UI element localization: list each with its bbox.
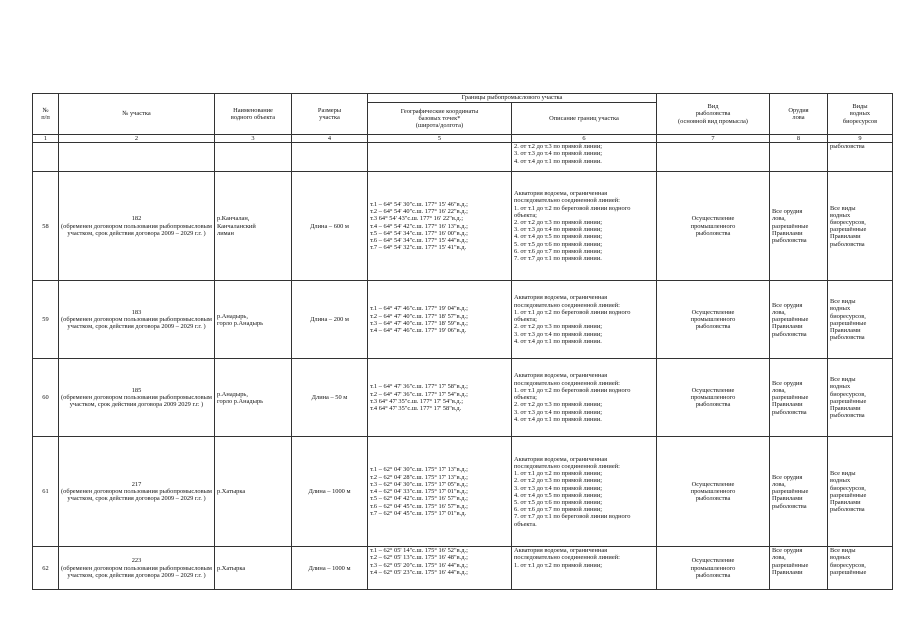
fishing-type: Осуществление промышленного рыболовства — [657, 547, 770, 590]
border-description: Акватория водоема, ограниченная последовательно соединенной линией: 1. от т.1 до т.2 по береговой линии водного объекта; 2. от т.2 до т.3 по прямой линии; 3. от т.3 до т.4 по прямой линии; 4. от т.4 до т.1 по прямой линии. — [512, 281, 657, 359]
column-number: 4 — [292, 135, 368, 143]
border-description: Акватория водоема, ограниченная последовательно соединенной линией: 1. от т.1 до т.2 по береговой линии водного объекта; 2. от т.2 до т.3 по прямой линии; 3. от т.3 до т.4 по прямой линии; 4. от т.4 до т.1 по прямой линии. — [512, 359, 657, 437]
border-description: Акватория водоема, ограниченная последовательно соединенной линией: 1. от т.1 до т.2 по береговой линии водного объекта; 2. от т.2 до т.3 по прямой линии; 3. от т.3 до т.4 по прямой линии; 4. от т.4 до т.5 по прямой линии; 5. от т.5 до т.6 по прямой линии; 6. от т.6 до т.7 по прямой линии; 7. от т.7 до т.1 по прямой линии. — [512, 172, 657, 281]
water-body: р.Анадырь, горло р.Анадырь — [215, 281, 292, 359]
header-borders: Границы рыбопромыслового участка — [368, 94, 657, 103]
table-row — [33, 547, 893, 590]
water-body: р.Хатырка — [215, 437, 292, 547]
fishing-tools: Все орудия лова, разрешённые Правилами рыболовства — [770, 437, 828, 547]
bio-resources: Все виды водных биоресурсов, разрешённые — [828, 547, 893, 590]
fishing-tools: Все орудия лова, разрешённые Правилами рыболовства — [770, 172, 828, 281]
coordinates: т.1 – 64° 47' 46"с.ш. 177° 19' 04"в.д.; т.2 – 64° 47' 40"с.ш. 177° 18' 57"в.д.; т.3 – 64° 47' 40"с.ш. 177° 18' 59"в.д.; т.4 – 64° 47' 46"с.ш. 177° 19' 06"в.д. — [368, 281, 512, 359]
fishing-tools: Все орудия лова, разрешённые Правилами рыболовства — [770, 359, 828, 437]
fishing-tools: Все орудия лова, разрешённые Правилами — [770, 547, 828, 590]
fishing-type: Осуществление промышленного рыболовства — [657, 359, 770, 437]
header-fishing-type: Вид рыболовства (основной вид промысла) — [657, 94, 770, 135]
column-number: 5 — [368, 135, 512, 143]
row-number: 58 — [33, 172, 59, 281]
water-body: р.Хатырка — [215, 547, 292, 590]
header-number: № п/п — [33, 94, 59, 135]
coordinates: т.1 – 64° 54' 30"с.ш. 177° 15' 46"в.д.; т.2 – 64° 54' 40"с.ш. 177° 16' 22"в.д.; т.3 64° 54' 43"с.ш. 177° 16' 22"в.д.; т.4 – 64° 54' 42"с.ш. 177° 16' 13"в.д.; т.5 – 64° 54' 34"с.ш. 177° 16' 00"в.д.; т.6 – 64° 54' 34"с.ш. 177° 15' 44"в.д.; т.7 – 64° 54' 32"с.ш. 177° 15' 41"в.д. — [368, 172, 512, 281]
bio-resources: Все виды водных биоресурсов, разрешённые Правилами рыболовства — [828, 437, 893, 547]
plot-id: 217 (обременен договором пользования рыбопромысловым участком, срок действия договора 2009 – 2029 г.г. ) — [59, 437, 215, 547]
table-row — [33, 281, 893, 359]
water-body: р.Канчалан, Канчаланский лиман — [215, 172, 292, 281]
fishing-areas-table — [32, 93, 893, 590]
header-water-body: Наименование водного объекта — [215, 94, 292, 135]
row-number: 60 — [33, 359, 59, 437]
header-bio-resources: Виды водных биоресурсов — [828, 94, 893, 135]
row-number: 59 — [33, 281, 59, 359]
row-number: 61 — [33, 437, 59, 547]
bio-resources: Все виды водных биоресурсов, разрешённые Правилами рыболовства — [828, 172, 893, 281]
plot-size: Длина – 600 м — [292, 172, 368, 281]
plot-id: 183 (обременен договором пользования рыбопромысловым участком, срок действия договора 2009 – 2029 г.г. ) — [59, 281, 215, 359]
header-plot-size: Размеры участка — [292, 94, 368, 135]
header-coordinates: Географические координаты базовых точек* (широта/долгота) — [368, 103, 512, 135]
coordinates: т.1 – 62° 04' 30"с.ш. 175° 17' 13"в.д.; т.2 – 62° 04' 28"с.ш. 175° 17' 13"в.д.; т.3 – 62° 04' 30"с.ш. 175° 17' 05"в.д.; т.4 – 62° 04' 33"с.ш. 175° 17' 01"в.д.; т.5 – 62° 04' 42"с.ш. 175° 16' 57"в.д.; т.6 – 62° 04' 45"с.ш. 175° 16' 57"в.д.; т.7 – 62° 04' 45"с.ш. 175° 17' 01"в.д. — [368, 437, 512, 547]
column-number: 3 — [215, 135, 292, 143]
border-description: Акватория водоема, ограниченная последовательно соединенной линией: 1. от т.1 до т.2 по прямой линии; 2. от т.2 до т.3 по прямой линии; 3. от т.3 до т.4 по прямой линии; 4. от т.4 до т.5 по прямой линии; 5. от т.5 до т.6 по прямой линии; 6. от т.6 до т.7 по прямой линии; 7. от т.7 до т.1 по береговой линии водного объекта. — [512, 437, 657, 547]
plot-size: Длина – 1000 м — [292, 437, 368, 547]
fishing-type: Осуществление промышленного рыболовства — [657, 172, 770, 281]
plot-id: 223 (обременен договором пользования рыбопромысловым участком, срок действия договора 2009 – 2029 г.г. ) — [59, 547, 215, 590]
plot-size: Длина – 50 м — [292, 359, 368, 437]
table-row-continuation — [33, 143, 893, 172]
bio-resources: Все виды водных биоресурсов, разрешённые Правилами рыболовства — [828, 281, 893, 359]
border-description: Акватория водоема, ограниченная последовательно соединенной линией: 1. от т.1 до т.2 по прямой линии; — [512, 547, 657, 590]
column-number: 9 — [828, 135, 893, 143]
fishing-type: Осуществление промышленного рыболовства — [657, 437, 770, 547]
table-row — [33, 359, 893, 437]
bio-resources: Все виды водных биоресурсов, разрешённые Правилами рыболовства — [828, 359, 893, 437]
coordinates: т.1 – 62° 05' 14"с.ш. 175° 16' 52"в.д.; т.2 – 62° 05' 13"с.ш. 175° 16' 48"в.д.; т.3 – 62° 05' 20"с.ш. 175° 16' 44"в.д.; т.4 – 62° 05' 23"с.ш. 175° 16' 44"в.д.; — [368, 547, 512, 590]
border-description: 2. от т.2 до т.3 по прямой линии; 3. от т.3 до т.4 по прямой линии; 4. от т.4 до т.1 по прямой линии. — [512, 143, 657, 172]
table-row — [33, 172, 893, 281]
plot-id: 185 (обременен договором пользования рыбопромысловым участком, срок действия договора 2009 2029 г.г. ) — [59, 359, 215, 437]
plot-id: 182 (обременен договором пользования рыбопромысловым участком, срок действия договора 2009 – 2029 г.г. ) — [59, 172, 215, 281]
fishing-tools: Все орудия лова, разрешённые Правилами рыболовства — [770, 281, 828, 359]
column-number: 2 — [59, 135, 215, 143]
fishing-type: Осуществление промышленного рыболовства — [657, 281, 770, 359]
coordinates: т.1 – 64° 47' 36"с.ш. 177° 17' 58"в.д.; т.2 – 64° 47' 36"с.ш. 177° 17' 54"в.д.; т.3 64° 47' 35"с.ш. 177° 17' 54"в.д.; т.4 64° 47' 35"с.ш. 177° 17' 58"в.д. — [368, 359, 512, 437]
plot-size: Длина – 200 м — [292, 281, 368, 359]
header-border-description: Описание границ участка — [512, 103, 657, 135]
header-plot: № участка — [59, 94, 215, 135]
column-number: 7 — [657, 135, 770, 143]
bio-resources: рыболовства — [828, 143, 893, 172]
table-row — [33, 437, 893, 547]
plot-size: Длина – 1000 м — [292, 547, 368, 590]
column-number: 1 — [33, 135, 59, 143]
row-number: 62 — [33, 547, 59, 590]
header-fishing-tools: Орудия лова — [770, 94, 828, 135]
column-number: 6 — [512, 135, 657, 143]
column-number: 8 — [770, 135, 828, 143]
water-body: р.Анадырь, горло р.Анадырь — [215, 359, 292, 437]
